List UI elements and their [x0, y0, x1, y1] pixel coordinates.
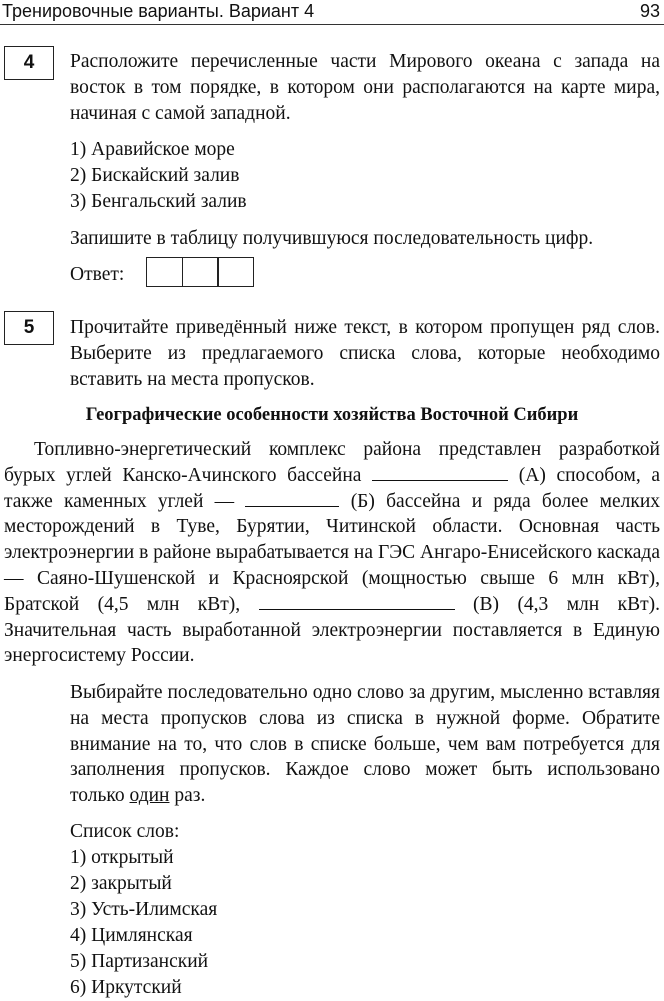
- page-header: [0, 0, 664, 25]
- blank-v: [259, 593, 455, 610]
- instruction-before: Выбирайте последовательно одно слово за другим, мысленно вставляя на места пропусков слова из списка в нужной форме. Обратите внимание на то, что слов в списке больше, чем вам потребуется для заполнения пропусков. Каждое слово может быть использовано только: [70, 682, 660, 807]
- question-5-instruction: [70, 680, 660, 809]
- word-list-item: 3) Усть-Илимская: [70, 899, 218, 920]
- text-heading: Географические особенности хозяйства Восточной Сибири: [85, 405, 579, 425]
- word-list-item: 1) открытый: [70, 847, 174, 868]
- word-list-item: 2) закрытый: [70, 873, 172, 894]
- page-number: 93: [639, 1, 660, 21]
- word-list-item: 4) Цимлянская: [70, 925, 193, 946]
- option-1: 1) Аравийское море: [70, 139, 235, 160]
- blank-v-label: (В): [473, 593, 500, 615]
- answer-cell[interactable]: [146, 257, 183, 287]
- word-list-title: Список слов:: [70, 821, 180, 842]
- answer-cell[interactable]: [182, 257, 219, 287]
- word-list-item: 5) Партизанский: [70, 951, 209, 972]
- blank-b-label: (Б): [350, 490, 375, 512]
- answer-label: Ответ:: [70, 264, 125, 285]
- answer-table[interactable]: [146, 257, 254, 287]
- running-title: Тренировочные варианты. Вариант 4: [2, 1, 315, 21]
- passage-part-2: способом, а также каменных углей —: [4, 464, 661, 512]
- passage: [4, 437, 660, 669]
- option-2: 2) Бискайский залив: [70, 165, 240, 186]
- passage-part-4: (4,3 млн кВт). Значительная часть выработанной электроэнергии поставляется в Единую энергосистему России.: [4, 593, 661, 667]
- blank-a: [372, 464, 508, 481]
- question-5-text: Прочитайте приведённый ниже текст, в котором пропущен ряд слов. Выберите из предлагаемого списка слова, которые необходимо вставить на места пропусков.: [70, 317, 660, 390]
- blank-a-label: (А): [518, 464, 546, 486]
- answer-cell[interactable]: [217, 257, 254, 287]
- question-4-instruction: Запишите в таблицу получившуюся последовательность цифр.: [70, 228, 594, 249]
- option-3: 3) Бенгальский залив: [70, 191, 247, 212]
- passage-part-1: Топливно-энергетический комплекс района представлен разработкой бурых углей Канско-Ачинского бассейна: [4, 439, 660, 486]
- blank-b: [245, 490, 339, 507]
- question-4-text: Расположите перечисленные части Мирового океана с запада на восток в том порядке, в котором они располагаются на карте мира, начиная с самой западной.: [70, 51, 660, 124]
- instruction-after: раз.: [174, 785, 206, 807]
- instruction-underlined: один: [129, 785, 170, 807]
- question-5-number-box: 5: [4, 311, 54, 345]
- question-4-number-box: 4: [4, 46, 54, 80]
- word-list-item: 6) Иркутский: [70, 977, 182, 998]
- passage-part-3: бассейна и ряда более мелких месторождений в Туве, Бурятии, Читинской области. Основная часть электроэнергии в районе вырабатывается на ГЭС Ангаро-Енисейского каскада — Саяно-Шушенской и Красноярской (мощностью свыше 6 млн кВт), Братской (4,5 млн кВт),: [4, 490, 661, 615]
